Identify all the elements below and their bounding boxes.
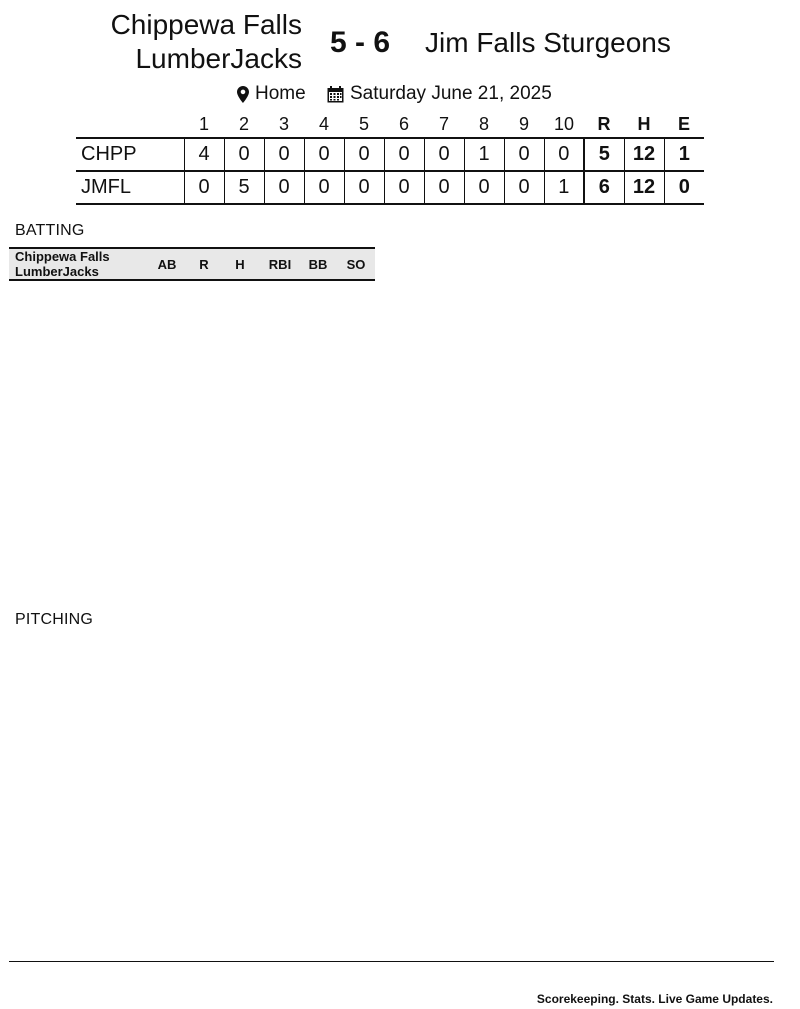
column-header: H	[219, 248, 261, 280]
home-team-name-line1: Chippewa Falls	[110, 9, 302, 40]
home-batting-table	[9, 247, 375, 281]
inning-score: 0	[264, 138, 304, 171]
hits-header: H	[637, 114, 651, 134]
inning-score: 0	[384, 138, 424, 171]
final-score: 5 - 6	[330, 26, 391, 59]
game-meta	[0, 82, 800, 106]
hits-total: 12	[624, 138, 664, 171]
batting-team-header: Chippewa Falls LumberJacks	[9, 248, 145, 280]
batting-section-title: BATTING	[15, 222, 85, 239]
inning-header: 9	[518, 114, 529, 134]
inning-score: 0	[184, 171, 224, 204]
column-header: RBI	[261, 248, 299, 280]
linescore-header	[76, 112, 704, 138]
inning-score: 4	[184, 138, 224, 171]
inning-header: 2	[238, 114, 249, 134]
inning-header: 3	[278, 114, 289, 134]
inning-header: 7	[438, 114, 449, 134]
inning-header: 6	[398, 114, 409, 134]
inning-score: 0	[544, 138, 584, 171]
linescore-row	[76, 138, 704, 171]
errors-total: 1	[664, 138, 704, 171]
inning-header: 4	[318, 114, 329, 134]
inning-score: 0	[464, 171, 504, 204]
inning-header: 5	[358, 114, 369, 134]
map-pin-icon	[237, 86, 249, 103]
inning-header: 1	[198, 114, 209, 134]
inning-score: 0	[384, 171, 424, 204]
pitching-section-title: PITCHING	[15, 611, 94, 628]
errors-header: E	[677, 114, 690, 134]
inning-score: 0	[304, 171, 344, 204]
batting-header-row	[9, 248, 375, 280]
inning-score: 0	[504, 138, 544, 171]
inning-score: 1	[544, 171, 584, 204]
inning-score: 5	[224, 171, 264, 204]
errors-total: 0	[664, 171, 704, 204]
location-text: Home	[255, 83, 306, 104]
linescore-team-header	[76, 112, 184, 138]
inning-score: 0	[344, 138, 384, 171]
linescore-row	[76, 171, 704, 204]
runs-total: 5	[584, 138, 624, 171]
inning-header: 8	[478, 114, 489, 134]
runs-header: R	[597, 114, 611, 134]
inning-score: 1	[464, 138, 504, 171]
game-date	[327, 82, 552, 106]
footer-tagline: Scorekeeping. Stats. Live Game Updates.	[536, 992, 773, 1006]
column-header: AB	[145, 248, 189, 280]
calendar-icon	[327, 86, 344, 103]
inning-score: 0	[504, 171, 544, 204]
away-team-name: Jim Falls Sturgeons	[425, 27, 671, 58]
linescore-team-abbr: JMFL	[76, 171, 184, 204]
runs-total: 6	[584, 171, 624, 204]
inning-score: 0	[424, 138, 464, 171]
linescore-team-abbr: CHPP	[76, 138, 184, 171]
linescore-table	[76, 112, 704, 205]
date-text: Saturday June 21, 2025	[350, 83, 552, 104]
footer-divider	[9, 961, 774, 962]
home-team-name	[60, 8, 302, 76]
hits-total: 12	[624, 171, 664, 204]
game-location	[237, 82, 306, 106]
inning-header: 10	[553, 114, 575, 134]
inning-score: 0	[344, 171, 384, 204]
column-header: BB	[299, 248, 337, 280]
home-team-name-line2: LumberJacks	[135, 43, 302, 74]
column-header: R	[189, 248, 219, 280]
game-header	[0, 8, 800, 78]
inning-score: 0	[424, 171, 464, 204]
inning-score: 0	[304, 138, 344, 171]
inning-score: 0	[264, 171, 304, 204]
column-header: SO	[337, 248, 375, 280]
inning-score: 0	[224, 138, 264, 171]
